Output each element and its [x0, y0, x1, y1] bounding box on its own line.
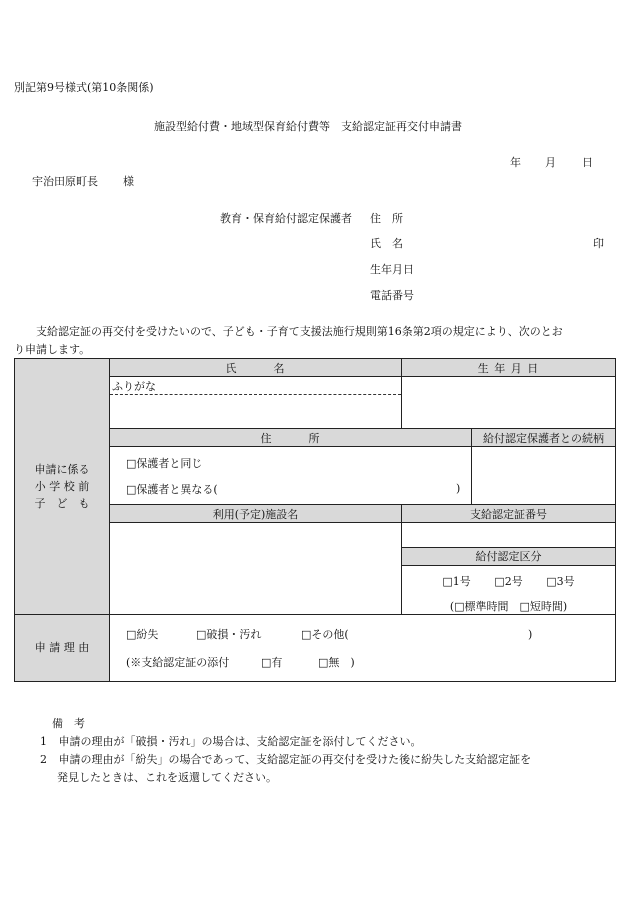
facility-header: 利用(予定)施設名: [110, 505, 402, 523]
application-table: [14, 358, 616, 682]
reason-cell: [110, 615, 616, 682]
applicant-birthdate-label: 生年月日: [370, 263, 414, 276]
applicant-name-label: 氏 名: [370, 237, 403, 250]
note-item: 2 申請の理由が「紛失」の場合であって、支給認定証の再交付を受けた後に紛失した支給認定証を: [40, 753, 532, 766]
child-section-label: 申請に係る 小 学 校 前 子 ど も: [15, 359, 110, 615]
reason-other-close: ): [528, 627, 533, 641]
date-day: 日: [582, 156, 593, 169]
notes-section: [40, 718, 531, 783]
child-name-cell[interactable]: [110, 377, 402, 429]
attachment-yes-checkbox[interactable]: □有: [261, 656, 283, 669]
date-year: 年: [510, 156, 521, 169]
category-1-checkbox[interactable]: □1号: [442, 575, 471, 588]
cert-number-cell[interactable]: [402, 523, 616, 548]
note-item: 1 申請の理由が「破損・汚れ」の場合は、支給認定証を添付してください。: [40, 735, 422, 748]
address-close-paren: ): [456, 482, 461, 495]
reason-label: 申 請 理 由: [15, 615, 110, 682]
date-month: 月: [545, 156, 556, 169]
reason-damaged-checkbox[interactable]: □破損・汚れ: [196, 628, 262, 641]
furigana-label: ふりがな: [112, 379, 156, 393]
applicant-role: 教育・保育給付認定保護者: [220, 212, 352, 225]
category-3-checkbox[interactable]: □3号: [546, 575, 575, 588]
addressee-suffix: 様: [123, 175, 134, 188]
intro-text-line1: 支給認定証の再交付を受けたいので、子ども・子育て支援法施行規則第16条第2項の規定により、次のとお: [36, 325, 563, 338]
form-id: 別記第9号様式(第10条関係): [14, 81, 154, 94]
attachment-no-checkbox[interactable]: □無 ): [318, 656, 355, 669]
category-header: 給付認定区分: [402, 548, 615, 566]
relation-header: 給付認定保護者との続柄: [472, 429, 616, 447]
cert-number-header: 支給認定証番号: [402, 505, 616, 523]
attachment-label: (※支給認定証の添付: [126, 656, 230, 669]
category-cell: [402, 548, 616, 615]
intro-text-line2: り申請します。: [14, 343, 91, 356]
applicant-phone-label: 電話番号: [370, 289, 414, 302]
different-from-guardian-checkbox[interactable]: □保護者と異なる(: [126, 482, 218, 496]
same-as-guardian-checkbox[interactable]: □保護者と同じ: [126, 456, 203, 470]
child-birthdate-cell[interactable]: [402, 377, 616, 429]
document-title: 施設型給付費・地域型保育給付費等 支給認定証再交付申請書: [154, 120, 462, 133]
addressee: 宇治田原町長: [32, 175, 98, 188]
relation-cell[interactable]: [472, 447, 616, 505]
applicant-address-label: 住 所: [370, 212, 403, 225]
birthdate-header: 生 年 月 日: [402, 359, 616, 377]
seal-mark: 印: [593, 237, 604, 250]
name-header: 氏 名: [110, 359, 402, 377]
reason-other-checkbox[interactable]: □その他(: [301, 628, 349, 641]
category-2-checkbox[interactable]: □2号: [494, 575, 523, 588]
care-time-options[interactable]: (□標準時間 □短時間): [449, 600, 568, 613]
child-address-cell: [110, 447, 472, 505]
notes-heading: 備 考: [52, 717, 85, 730]
facility-name-cell[interactable]: [110, 523, 402, 615]
address-header: 住 所: [110, 429, 472, 447]
note-item-continuation: 発見したときは、これを返還してください。: [57, 771, 277, 784]
reason-lost-checkbox[interactable]: □紛失: [126, 628, 159, 641]
